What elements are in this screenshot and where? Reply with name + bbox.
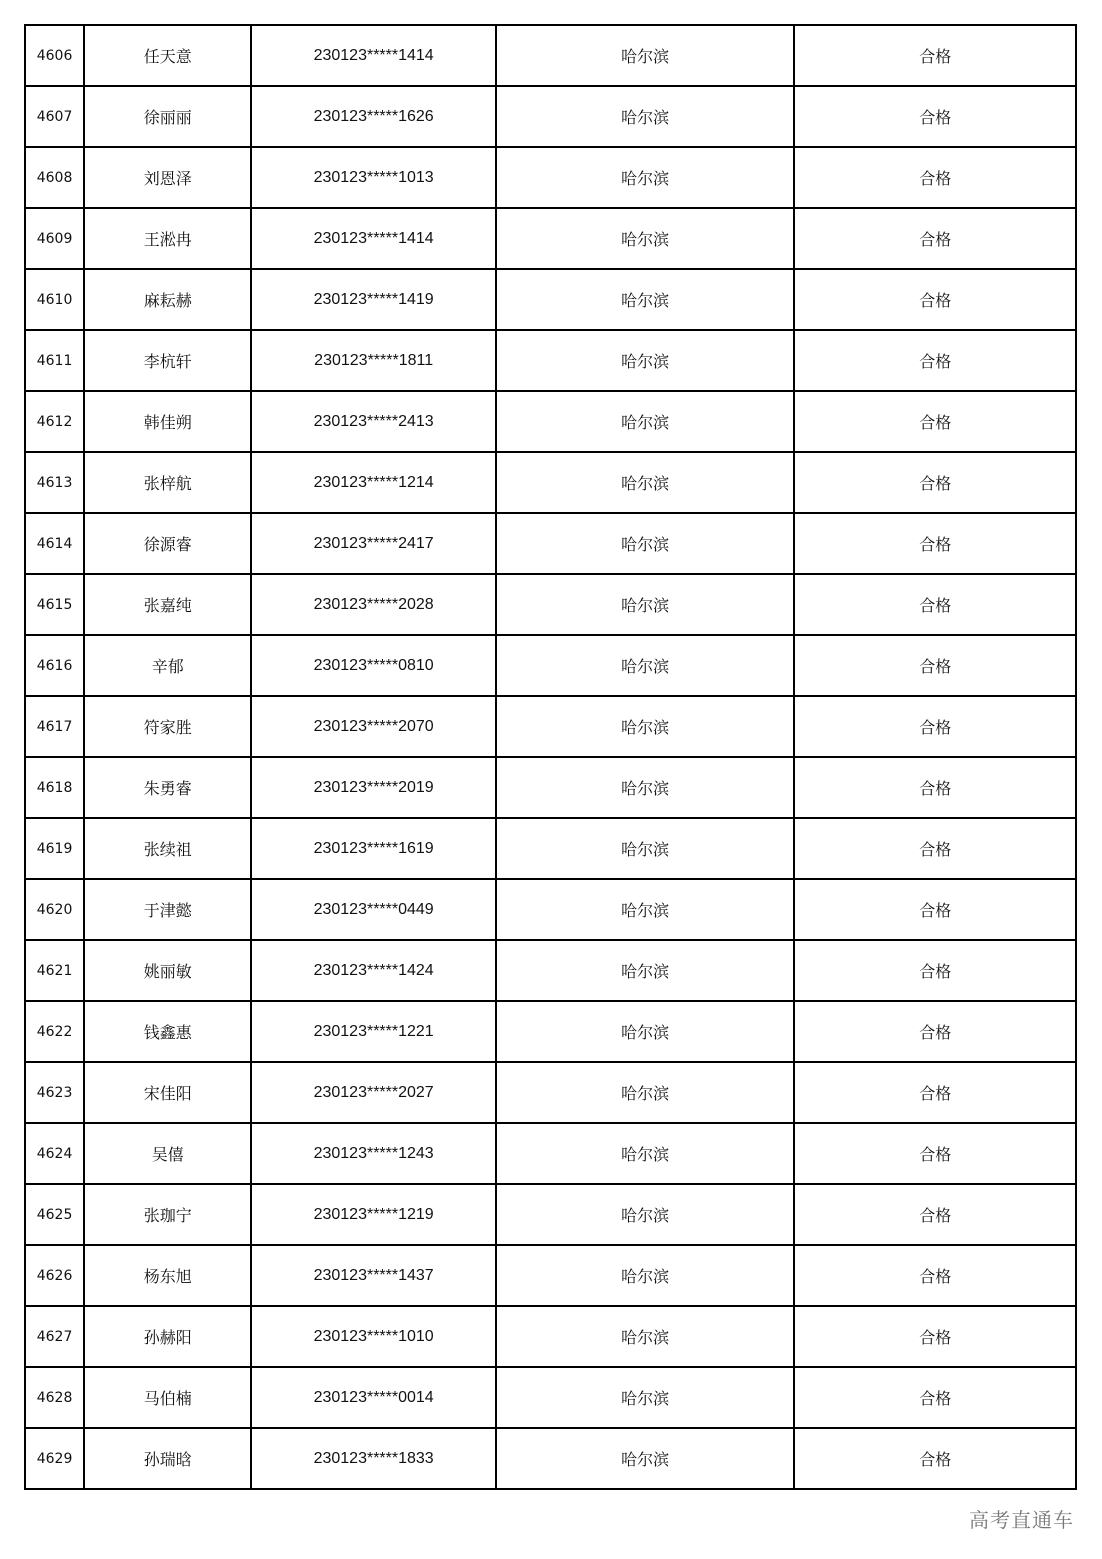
- cell-result: 合格: [794, 696, 1076, 757]
- cell-number: 4625: [25, 1184, 84, 1245]
- cell-city: 哈尔滨: [496, 1428, 795, 1489]
- cell-number: 4616: [25, 635, 84, 696]
- table-row: [25, 147, 1076, 208]
- table-row: [25, 1367, 1076, 1428]
- cell-city: 哈尔滨: [496, 86, 795, 147]
- cell-city: 哈尔滨: [496, 1184, 795, 1245]
- cell-name: 孙赫阳: [84, 1306, 251, 1367]
- cell-name: 钱鑫惠: [84, 1001, 251, 1062]
- table-row: [25, 1184, 1076, 1245]
- cell-city: 哈尔滨: [496, 1367, 795, 1428]
- cell-number: 4609: [25, 208, 84, 269]
- cell-name: 宋佳阳: [84, 1062, 251, 1123]
- cell-city: 哈尔滨: [496, 269, 795, 330]
- cell-city: 哈尔滨: [496, 1062, 795, 1123]
- cell-result: 合格: [794, 1184, 1076, 1245]
- cell-number: 4610: [25, 269, 84, 330]
- cell-name: 张嘉纯: [84, 574, 251, 635]
- cell-result: 合格: [794, 86, 1076, 147]
- cell-name: 徐丽丽: [84, 86, 251, 147]
- table-row: [25, 635, 1076, 696]
- cell-number: 4614: [25, 513, 84, 574]
- table-row: [25, 452, 1076, 513]
- cell-city: 哈尔滨: [496, 513, 795, 574]
- cell-id-number: 230123*****2019: [251, 757, 495, 818]
- cell-result: 合格: [794, 1001, 1076, 1062]
- cell-id-number: 230123*****2413: [251, 391, 495, 452]
- cell-name: 张续祖: [84, 818, 251, 879]
- cell-name: 孙瑞晗: [84, 1428, 251, 1489]
- cell-id-number: 230123*****1833: [251, 1428, 495, 1489]
- cell-id-number: 230123*****2028: [251, 574, 495, 635]
- cell-id-number: 230123*****1419: [251, 269, 495, 330]
- cell-result: 合格: [794, 330, 1076, 391]
- cell-name: 王淞冉: [84, 208, 251, 269]
- cell-result: 合格: [794, 574, 1076, 635]
- cell-city: 哈尔滨: [496, 391, 795, 452]
- cell-id-number: 230123*****1013: [251, 147, 495, 208]
- cell-name: 麻耘赫: [84, 269, 251, 330]
- cell-number: 4620: [25, 879, 84, 940]
- cell-id-number: 230123*****1414: [251, 25, 495, 86]
- cell-name: 徐源睿: [84, 513, 251, 574]
- table-row: [25, 879, 1076, 940]
- cell-number: 4627: [25, 1306, 84, 1367]
- cell-city: 哈尔滨: [496, 818, 795, 879]
- table-row: [25, 1428, 1076, 1489]
- results-table: [24, 24, 1077, 1490]
- cell-id-number: 230123*****1437: [251, 1245, 495, 1306]
- table-row: [25, 269, 1076, 330]
- cell-city: 哈尔滨: [496, 147, 795, 208]
- cell-number: 4626: [25, 1245, 84, 1306]
- cell-city: 哈尔滨: [496, 452, 795, 513]
- watermark: 高考直通车: [969, 1508, 1074, 1532]
- cell-id-number: 230123*****1010: [251, 1306, 495, 1367]
- results-table-body: [25, 25, 1076, 1489]
- cell-number: 4622: [25, 1001, 84, 1062]
- cell-id-number: 230123*****2417: [251, 513, 495, 574]
- cell-id-number: 230123*****1424: [251, 940, 495, 1001]
- cell-city: 哈尔滨: [496, 208, 795, 269]
- cell-number: 4611: [25, 330, 84, 391]
- table-row: [25, 1123, 1076, 1184]
- cell-result: 合格: [794, 1306, 1076, 1367]
- cell-result: 合格: [794, 879, 1076, 940]
- cell-id-number: 230123*****0449: [251, 879, 495, 940]
- cell-result: 合格: [794, 1062, 1076, 1123]
- table-row: [25, 330, 1076, 391]
- cell-number: 4628: [25, 1367, 84, 1428]
- cell-result: 合格: [794, 452, 1076, 513]
- cell-number: 4607: [25, 86, 84, 147]
- cell-number: 4608: [25, 147, 84, 208]
- table-row: [25, 513, 1076, 574]
- cell-result: 合格: [794, 1245, 1076, 1306]
- cell-number: 4606: [25, 25, 84, 86]
- cell-name: 符家胜: [84, 696, 251, 757]
- table-row: [25, 1245, 1076, 1306]
- cell-city: 哈尔滨: [496, 940, 795, 1001]
- cell-city: 哈尔滨: [496, 879, 795, 940]
- cell-id-number: 230123*****1414: [251, 208, 495, 269]
- cell-result: 合格: [794, 818, 1076, 879]
- cell-name: 杨东旭: [84, 1245, 251, 1306]
- cell-id-number: 230123*****1811: [251, 330, 495, 391]
- cell-id-number: 230123*****1221: [251, 1001, 495, 1062]
- cell-id-number: 230123*****1219: [251, 1184, 495, 1245]
- table-row: [25, 1062, 1076, 1123]
- table-row: [25, 818, 1076, 879]
- cell-name: 李杭轩: [84, 330, 251, 391]
- cell-result: 合格: [794, 208, 1076, 269]
- table-row: [25, 86, 1076, 147]
- cell-result: 合格: [794, 391, 1076, 452]
- table-row: [25, 208, 1076, 269]
- cell-name: 张梓航: [84, 452, 251, 513]
- cell-city: 哈尔滨: [496, 1245, 795, 1306]
- cell-id-number: 230123*****1626: [251, 86, 495, 147]
- cell-result: 合格: [794, 940, 1076, 1001]
- cell-city: 哈尔滨: [496, 635, 795, 696]
- cell-name: 张珈宁: [84, 1184, 251, 1245]
- cell-city: 哈尔滨: [496, 1123, 795, 1184]
- table-row: [25, 696, 1076, 757]
- cell-city: 哈尔滨: [496, 696, 795, 757]
- cell-id-number: 230123*****1243: [251, 1123, 495, 1184]
- table-row: [25, 391, 1076, 452]
- cell-id-number: 230123*****0014: [251, 1367, 495, 1428]
- table-row: [25, 1306, 1076, 1367]
- cell-name: 朱勇睿: [84, 757, 251, 818]
- cell-city: 哈尔滨: [496, 1001, 795, 1062]
- cell-name: 于津懿: [84, 879, 251, 940]
- cell-number: 4613: [25, 452, 84, 513]
- cell-result: 合格: [794, 635, 1076, 696]
- cell-result: 合格: [794, 25, 1076, 86]
- cell-name: 姚丽敏: [84, 940, 251, 1001]
- cell-result: 合格: [794, 147, 1076, 208]
- cell-name: 刘恩泽: [84, 147, 251, 208]
- cell-id-number: 230123*****2027: [251, 1062, 495, 1123]
- cell-name: 辛郁: [84, 635, 251, 696]
- cell-number: 4619: [25, 818, 84, 879]
- cell-city: 哈尔滨: [496, 1306, 795, 1367]
- cell-number: 4618: [25, 757, 84, 818]
- cell-result: 合格: [794, 513, 1076, 574]
- cell-result: 合格: [794, 269, 1076, 330]
- cell-id-number: 230123*****1214: [251, 452, 495, 513]
- cell-result: 合格: [794, 1428, 1076, 1489]
- table-row: [25, 25, 1076, 86]
- cell-number: 4612: [25, 391, 84, 452]
- cell-result: 合格: [794, 757, 1076, 818]
- cell-city: 哈尔滨: [496, 25, 795, 86]
- cell-number: 4624: [25, 1123, 84, 1184]
- table-row: [25, 1001, 1076, 1062]
- cell-id-number: 230123*****2070: [251, 696, 495, 757]
- cell-result: 合格: [794, 1367, 1076, 1428]
- cell-name: 吴僖: [84, 1123, 251, 1184]
- cell-city: 哈尔滨: [496, 757, 795, 818]
- cell-city: 哈尔滨: [496, 330, 795, 391]
- cell-name: 马伯楠: [84, 1367, 251, 1428]
- table-row: [25, 940, 1076, 1001]
- cell-id-number: 230123*****1619: [251, 818, 495, 879]
- table-row: [25, 757, 1076, 818]
- cell-name: 韩佳朔: [84, 391, 251, 452]
- cell-number: 4629: [25, 1428, 84, 1489]
- cell-number: 4623: [25, 1062, 84, 1123]
- cell-number: 4615: [25, 574, 84, 635]
- cell-number: 4617: [25, 696, 84, 757]
- cell-id-number: 230123*****0810: [251, 635, 495, 696]
- table-row: [25, 574, 1076, 635]
- cell-result: 合格: [794, 1123, 1076, 1184]
- cell-city: 哈尔滨: [496, 574, 795, 635]
- cell-name: 任天意: [84, 25, 251, 86]
- cell-number: 4621: [25, 940, 84, 1001]
